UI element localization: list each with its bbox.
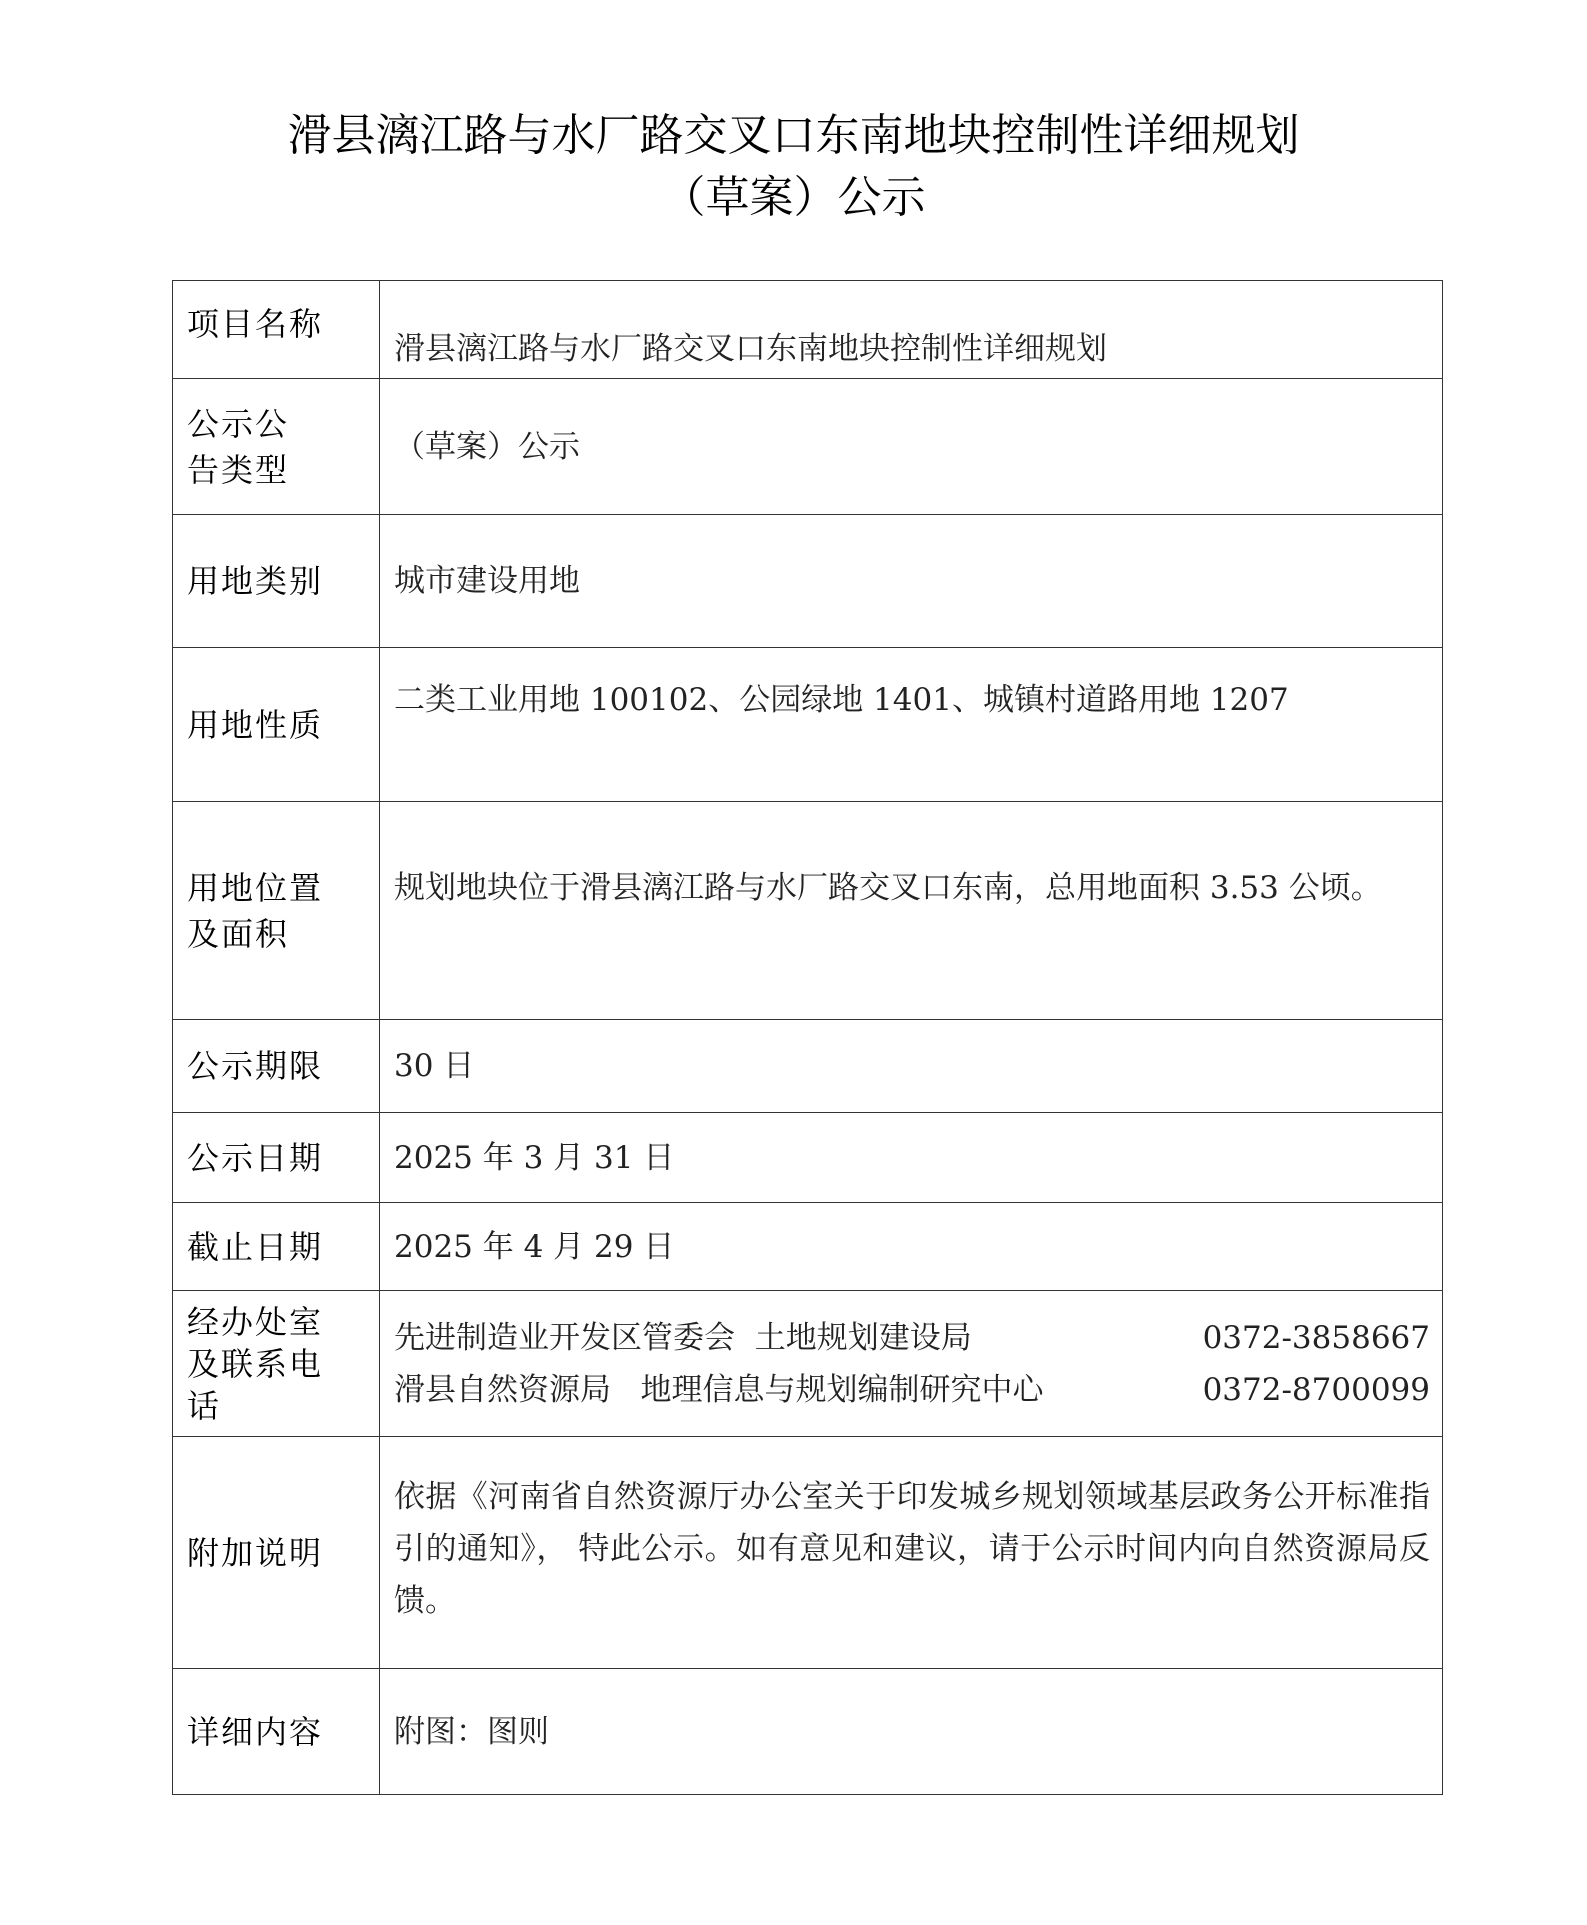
contact-entry [394, 1312, 1430, 1364]
label-period: 公示期限 [173, 1020, 380, 1113]
label-contact [173, 1291, 380, 1437]
row-land-category [173, 515, 1443, 648]
label-project-name: 项目名称 [173, 281, 380, 379]
contact-org: 滑县自然资源局 地理信息与规划编制研究中心 [394, 1371, 1044, 1408]
label-notice-type-line-2: 告类型 [187, 450, 290, 489]
label-location-area [173, 802, 380, 1020]
page-title [0, 105, 1587, 229]
notice-table [172, 280, 1443, 1795]
label-deadline: 截止日期 [173, 1203, 380, 1291]
label-location-area-line-1: 用地位置 [187, 868, 324, 907]
row-notice-type [173, 379, 1443, 515]
row-details [173, 1669, 1443, 1795]
label-location-area-line-2: 及面积 [187, 914, 290, 953]
value-land-use: 二类工业用地 100102、公园绿地 1401、城镇村道路用地 1207 [380, 648, 1443, 802]
label-publish-date: 公示日期 [173, 1113, 380, 1203]
value-contact [380, 1291, 1443, 1437]
value-deadline: 2025 年 4 月 29 日 [380, 1203, 1443, 1291]
value-land-category: 城市建设用地 [380, 515, 1443, 648]
label-contact-line-2: 及联系电 [187, 1344, 324, 1383]
row-project-name [173, 281, 1443, 379]
label-remarks: 附加说明 [173, 1437, 380, 1669]
label-land-category: 用地类别 [173, 515, 380, 648]
label-details: 详细内容 [173, 1669, 380, 1795]
row-land-use [173, 648, 1443, 802]
value-remarks: 依据《河南省自然资源厅办公室关于印发城乡规划领域基层政务公开标准指引的通知》， 特此公示。如有意见和建议，请于公示时间内向自然资源局反馈。 [380, 1437, 1443, 1669]
value-details: 附图：图则 [380, 1669, 1443, 1795]
title-line-2: （草案）公示 [661, 172, 926, 223]
title-line-1: 滑县漓江路与水厂路交叉口东南地块控制性详细规划 [287, 110, 1300, 161]
label-notice-type-line-1: 公示公 [187, 404, 290, 443]
contact-phone: 0372-3858667 [1202, 1319, 1430, 1356]
row-location-area [173, 802, 1443, 1020]
row-publish-date [173, 1113, 1443, 1203]
label-contact-line-3: 话 [187, 1386, 222, 1425]
label-notice-type [173, 379, 380, 515]
row-contact [173, 1291, 1443, 1437]
row-deadline [173, 1203, 1443, 1291]
contact-phone: 0372-8700099 [1202, 1371, 1430, 1408]
label-contact-line-1: 经办处室 [187, 1302, 324, 1341]
value-publish-date: 2025 年 3 月 31 日 [380, 1113, 1443, 1203]
contact-org: 先进制造业开发区管委会 土地规划建设局 [394, 1319, 972, 1356]
value-period: 30 日 [380, 1020, 1443, 1113]
value-location-area: 规划地块位于滑县漓江路与水厂路交叉口东南，总用地面积 3.53 公顷。 [380, 802, 1443, 1020]
contact-entry [394, 1364, 1430, 1416]
row-remarks [173, 1437, 1443, 1669]
value-notice-type: （草案）公示 [380, 379, 1443, 515]
label-land-use: 用地性质 [173, 648, 380, 802]
value-project-name: 滑县漓江路与水厂路交叉口东南地块控制性详细规划 [380, 281, 1443, 379]
row-period [173, 1020, 1443, 1113]
